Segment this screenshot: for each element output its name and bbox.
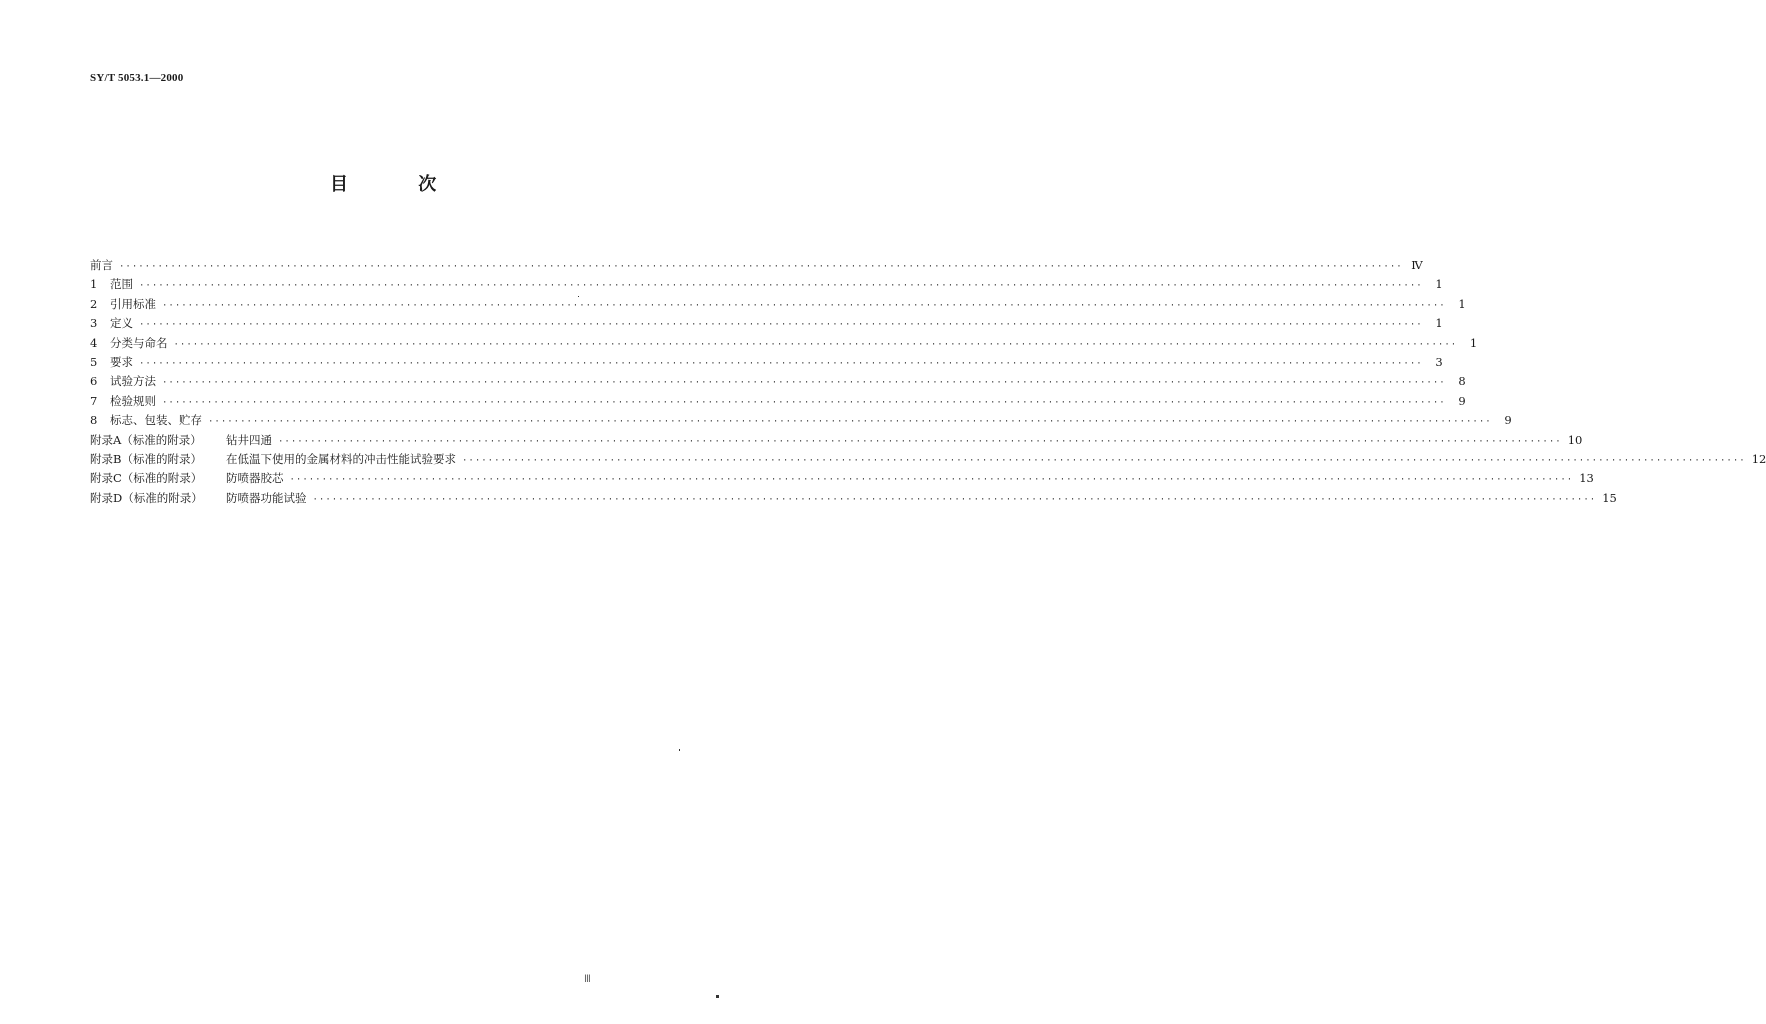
toc-entry-title — [90, 353, 133, 372]
toc-page-number: 9 — [1504, 413, 1512, 428]
toc-entry — [90, 334, 1478, 353]
toc-entry-number: 6 — [90, 374, 98, 389]
scan-speck — [578, 296, 579, 297]
toc-dot-leader: ········································································································································································································ — [162, 378, 1446, 389]
toc-entry-label: 范围 — [110, 277, 133, 292]
toc-entry-label: 前言 — [90, 258, 113, 272]
toc-entry-label: 分类与命名 — [110, 335, 168, 350]
toc-entry — [90, 314, 1443, 333]
toc-dot-leader: ········································································································································································································ — [462, 455, 1746, 466]
toc-entry — [90, 469, 1594, 488]
toc-entry-label: 标志、包装、贮存 — [110, 413, 202, 428]
toc-entry-number: 1 — [90, 277, 98, 292]
toc-appendix-designation: 附录D（标准的附录） — [90, 490, 203, 505]
toc-entry-number: 7 — [90, 393, 98, 408]
toc-appendix-designation: 附录C（标准的附录） — [90, 471, 203, 486]
toc-page-number: 1 — [1469, 335, 1478, 350]
toc-dot-leader: ········································································································································································································ — [173, 339, 1458, 350]
scan-speck — [679, 749, 680, 751]
toc-entry-title — [90, 295, 156, 314]
toc-dot-leader: ········································································································································································································ — [139, 281, 1423, 292]
toc-entry-title — [90, 314, 133, 333]
toc-entry — [90, 256, 1423, 275]
toc-dot-leader: ········································································································································································································ — [162, 397, 1446, 408]
standard-code: SY/T 5053.1—2000 — [90, 72, 184, 84]
toc-entry — [90, 411, 1512, 430]
toc-entry-title — [90, 256, 113, 275]
toc-entry-number: 5 — [90, 354, 98, 369]
toc-entry-title — [90, 372, 156, 391]
toc-page-number: 12 — [1751, 451, 1766, 466]
toc-entry — [90, 431, 1583, 450]
toc-entry-label: 钻井四通 — [226, 432, 272, 447]
toc-entry-title — [90, 411, 202, 430]
toc-dot-leader: ········································································································································································································ — [162, 300, 1446, 311]
scan-speck — [716, 995, 719, 998]
toc-page-number: 1 — [1435, 277, 1443, 292]
toc-dot-leader: ········································································································································································································ — [208, 417, 1492, 428]
toc-entry — [90, 353, 1443, 372]
toc-entry-title — [90, 489, 307, 508]
toc-entry-title — [90, 392, 156, 411]
toc-page-number: 1 — [1435, 316, 1443, 331]
toc-entry — [90, 450, 1766, 469]
toc-page-number: 1 — [1458, 296, 1466, 311]
toc-entry — [90, 392, 1466, 411]
toc-entry-title — [90, 275, 133, 294]
toc-dot-leader: ········································································································································································································ — [119, 262, 1403, 272]
toc-entry-label: 防喷器胶芯 — [226, 471, 284, 486]
toc-dot-leader: ········································································································································································································ — [278, 436, 1562, 447]
toc-page-number: Ⅳ — [1411, 258, 1423, 272]
toc-page-number: 9 — [1458, 393, 1466, 408]
toc-dot-leader: ········································································································································································································ — [289, 475, 1574, 486]
toc-entry-label: 检验规则 — [110, 393, 156, 408]
toc-dot-leader: ········································································································································································································ — [139, 320, 1423, 331]
toc-title: 目 次 — [330, 174, 469, 195]
toc-dot-leader: ········································································································································································································ — [312, 494, 1597, 505]
toc-page-number: 3 — [1435, 354, 1443, 369]
table-of-contents — [90, 256, 1766, 508]
toc-entry — [90, 295, 1466, 314]
toc-entry-label: 定义 — [110, 316, 133, 331]
toc-dot-leader: ········································································································································································································ — [139, 358, 1423, 369]
toc-page-number: 13 — [1579, 471, 1594, 486]
toc-entry-label: 防喷器功能试验 — [226, 490, 307, 505]
toc-entry-title — [90, 450, 456, 469]
toc-appendix-designation: 附录A（标准的附录） — [90, 432, 202, 447]
toc-page-number: 15 — [1602, 490, 1617, 505]
toc-entry-number: 8 — [90, 413, 98, 428]
toc-entry-label: 在低温下使用的金属材料的冲击性能试验要求 — [226, 451, 456, 466]
page-number: Ⅲ — [584, 974, 591, 985]
toc-page-number: 10 — [1567, 432, 1583, 447]
toc-entry — [90, 372, 1466, 391]
toc-entry-number: 3 — [90, 316, 98, 331]
toc-entry-title — [90, 469, 284, 488]
toc-entry-title — [90, 431, 272, 450]
toc-appendix-designation: 附录B（标准的附录） — [90, 451, 202, 466]
toc-entry — [90, 275, 1443, 294]
toc-entry-label: 试验方法 — [110, 374, 156, 389]
toc-entry-title — [90, 334, 168, 353]
toc-entry-label: 引用标准 — [110, 296, 156, 311]
toc-entry — [90, 489, 1617, 508]
toc-entry-number: 2 — [90, 296, 98, 311]
toc-entry-label: 要求 — [110, 354, 133, 369]
toc-page-number: 8 — [1458, 374, 1466, 389]
toc-entry-number: 4 — [90, 335, 98, 350]
